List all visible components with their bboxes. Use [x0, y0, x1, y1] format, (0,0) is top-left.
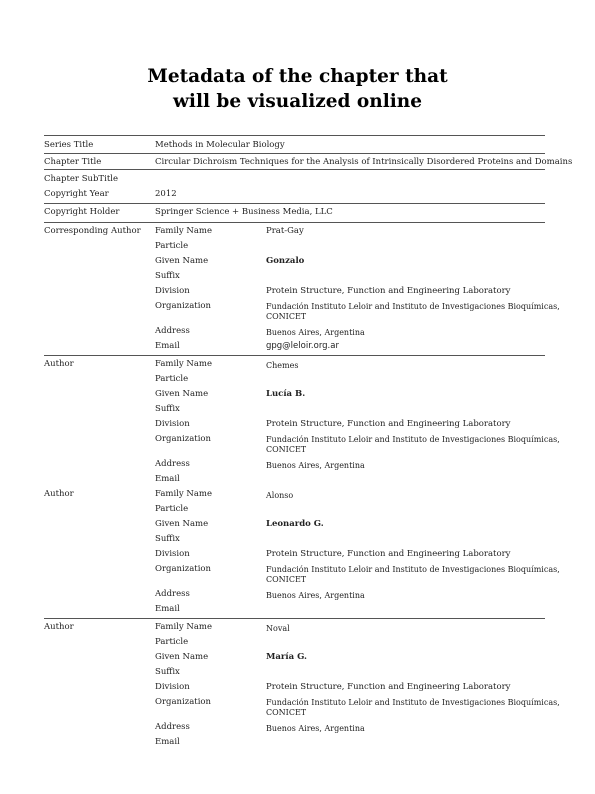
metadata-sheet [44, 135, 573, 749]
author-suffix-row [44, 401, 545, 416]
organization-value-line-1: Fundación Instituto Leloir and Instituto de Investigaciones Bioquímicas, [266, 302, 560, 311]
address-label: Address [155, 589, 190, 599]
division-value: Protein Structure, Function and Engineering Laboratory [266, 682, 511, 692]
author-particle-row [44, 371, 545, 386]
author-organization-row [44, 431, 560, 456]
suffix-label: Suffix [155, 667, 180, 677]
chapter-title-label: Chapter Title [44, 157, 102, 167]
chapter-title-value: Circular Dichroism Techniques for the Analysis of Intrinsically Disordered Proteins and Domains [155, 157, 573, 167]
family-name-label: Family Name [155, 489, 212, 499]
author-address-row [44, 719, 545, 734]
organization-label: Organization [155, 564, 212, 574]
organization-value-line-2: CONICET [266, 575, 307, 584]
organization-value-line-1: Fundación Instituto Leloir and Instituto de Investigaciones Bioquímicas, [266, 698, 560, 707]
author-role: Author [44, 359, 74, 369]
author-organization-row [44, 694, 560, 719]
page-title-line-1: Metadata of the chapter that [147, 66, 448, 87]
suffix-label: Suffix [155, 404, 180, 414]
author-division-row [44, 679, 545, 694]
particle-label: Particle [155, 374, 189, 384]
organization-value-line-1: Fundación Instituto Leloir and Instituto de Investigaciones Bioquímicas, [266, 435, 560, 444]
given-name-value: Leonardo G. [266, 519, 324, 529]
author-email-row [44, 338, 545, 353]
address-label: Address [155, 459, 190, 469]
address-value: Buenos Aires, Argentina [266, 591, 365, 600]
series-title-label: Series Title [44, 140, 94, 150]
particle-label: Particle [155, 504, 189, 514]
author-address-row [44, 586, 545, 601]
address-value: Buenos Aires, Argentina [266, 328, 365, 337]
suffix-label: Suffix [155, 271, 180, 281]
author-suffix-row [44, 664, 545, 679]
author-role: Author [44, 622, 74, 632]
address-label: Address [155, 722, 190, 732]
author-particle-row [44, 501, 545, 516]
author-suffix-row [44, 268, 545, 283]
author-particle-row [44, 238, 545, 253]
family-name-label: Family Name [155, 359, 212, 369]
author-email-row [44, 471, 545, 486]
address-label: Address [155, 326, 190, 336]
author-organization-row [44, 561, 560, 586]
author-family-name-row [44, 619, 545, 634]
given-name-label: Given Name [155, 652, 209, 662]
chapter-title-row [44, 153, 573, 169]
organization-value-line-2: CONICET [266, 708, 307, 717]
given-name-label: Given Name [155, 389, 209, 399]
email-value: gpg@leloir.org.ar [266, 341, 339, 351]
author-address-row [44, 456, 545, 471]
author-role: Corresponding Author [44, 226, 141, 236]
division-label: Division [155, 682, 190, 692]
author-email-row [44, 734, 545, 749]
author-family-name-row [44, 356, 545, 371]
author-block [44, 355, 560, 486]
author-family-name-row [44, 223, 545, 238]
given-name-label: Given Name [155, 256, 209, 266]
email-label: Email [155, 474, 180, 484]
copyright-holder-label: Copyright Holder [44, 207, 120, 217]
series-title-row [44, 135, 545, 151]
author-suffix-row [44, 531, 545, 546]
division-value: Protein Structure, Function and Engineering Laboratory [266, 549, 511, 559]
copyright-holder-row [44, 203, 545, 218]
author-particle-row [44, 634, 545, 649]
family-name-label: Family Name [155, 622, 212, 632]
copyright-year-value: 2012 [155, 189, 177, 199]
organization-value-line-2: CONICET [266, 312, 307, 321]
given-name-value: Lucía B. [266, 389, 306, 399]
author-division-row [44, 283, 545, 298]
author-organization-row [44, 298, 560, 323]
author-given-name-row [44, 516, 545, 531]
suffix-label: Suffix [155, 534, 180, 544]
given-name-label: Given Name [155, 519, 209, 529]
organization-value-line-2: CONICET [266, 445, 307, 454]
author-division-row [44, 416, 545, 431]
organization-label: Organization [155, 697, 212, 707]
family-name-label: Family Name [155, 226, 212, 236]
address-value: Buenos Aires, Argentina [266, 724, 365, 733]
family-name-value: Noval [266, 624, 290, 633]
organization-value-line-1: Fundación Instituto Leloir and Instituto de Investigaciones Bioquímicas, [266, 565, 560, 574]
author-family-name-row [44, 486, 545, 501]
email-label: Email [155, 341, 180, 351]
author-division-row [44, 546, 545, 561]
author-block [44, 486, 560, 616]
author-given-name-row [44, 253, 545, 268]
email-label: Email [155, 737, 180, 747]
family-name-value: Alonso [266, 491, 294, 500]
chapter-subtitle-label: Chapter SubTitle [44, 174, 118, 184]
particle-label: Particle [155, 637, 189, 647]
particle-label: Particle [155, 241, 189, 251]
author-given-name-row [44, 386, 545, 401]
division-label: Division [155, 286, 190, 296]
organization-label: Organization [155, 434, 212, 444]
author-block [44, 222, 560, 353]
given-name-value: Gonzalo [266, 256, 305, 266]
given-name-value: María G. [266, 652, 308, 662]
division-value: Protein Structure, Function and Engineering Laboratory [266, 286, 511, 296]
division-value: Protein Structure, Function and Engineering Laboratory [266, 419, 511, 429]
address-value: Buenos Aires, Argentina [266, 461, 365, 470]
family-name-value: Chemes [266, 361, 299, 370]
division-label: Division [155, 419, 190, 429]
series-title-value: Methods in Molecular Biology [155, 140, 285, 150]
division-label: Division [155, 549, 190, 559]
author-given-name-row [44, 649, 545, 664]
author-block [44, 618, 560, 749]
author-address-row [44, 323, 545, 338]
author-role: Author [44, 489, 74, 499]
page-title [0, 64, 595, 114]
copyright-year-label: Copyright Year [44, 189, 109, 199]
email-label: Email [155, 604, 180, 614]
organization-label: Organization [155, 301, 212, 311]
author-email-row [44, 601, 545, 616]
copyright-year-row [44, 185, 545, 200]
copyright-holder-value: Springer Science + Business Media, LLC [155, 207, 333, 217]
family-name-value: Prat-Gay [266, 226, 304, 236]
page-title-line-2: will be visualized online [172, 91, 422, 112]
chapter-subtitle-row [44, 169, 545, 185]
